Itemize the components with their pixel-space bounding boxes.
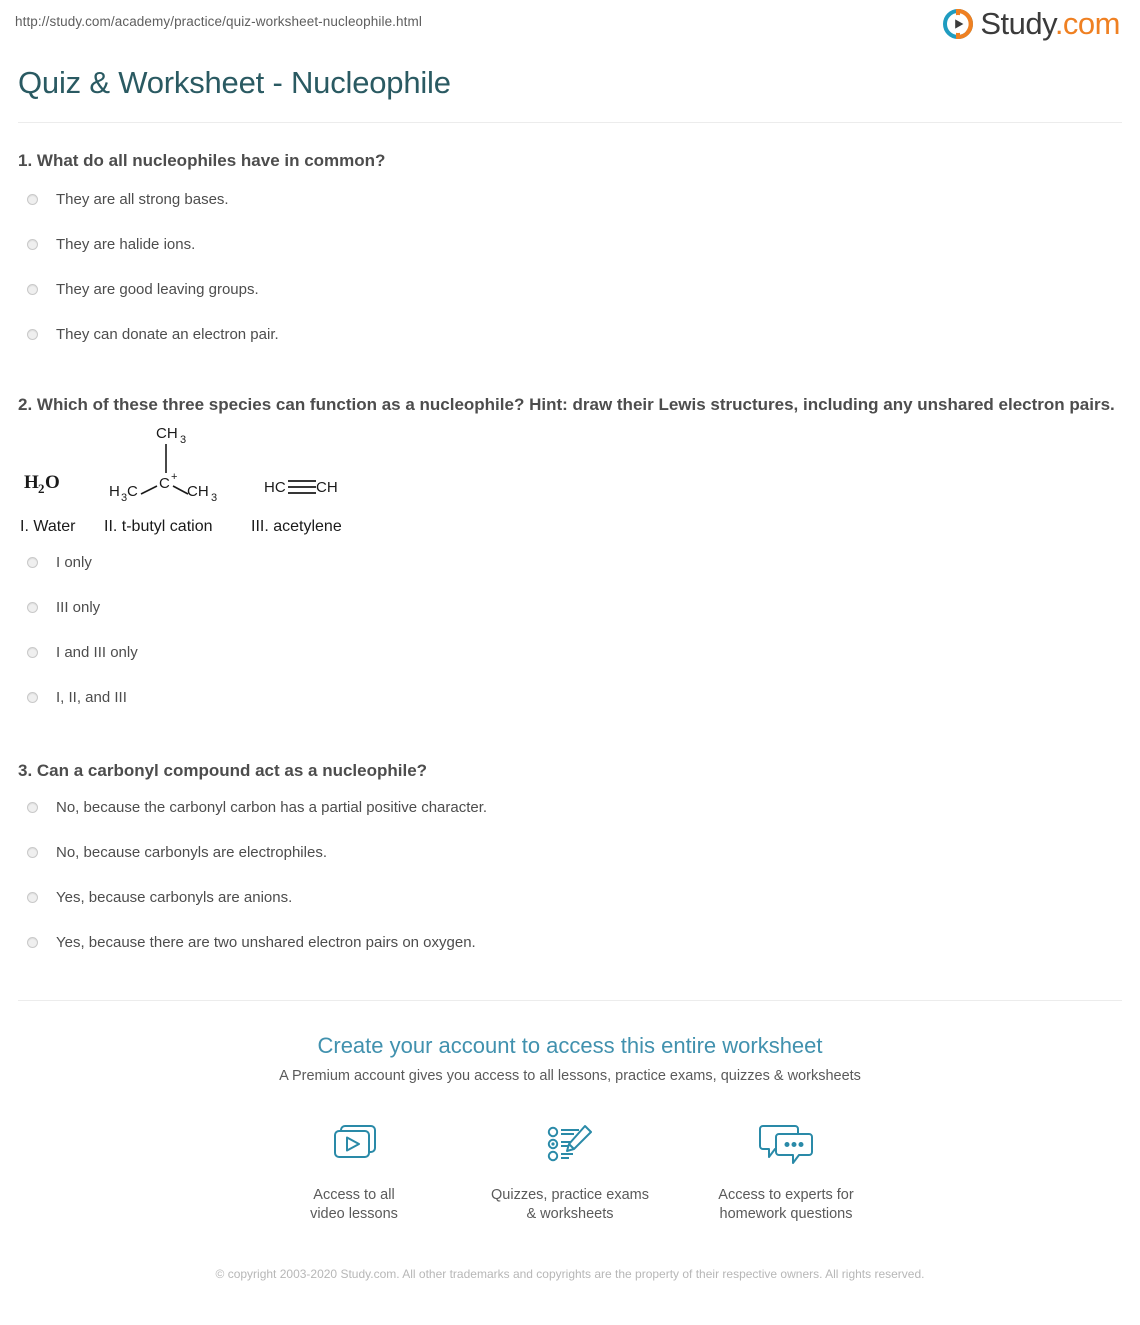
question-1-options [18,190,1122,349]
option-row[interactable] [18,280,1122,304]
option-label: Yes, because carbonyls are anions. [56,888,293,906]
tbutyl-center-c: C [159,475,170,493]
question-3-text: 3. Can a carbonyl compound act as a nucleophile? [18,761,428,781]
chat-bubbles-icon [678,1118,894,1174]
option-label: No, because carbonyls are electrophiles. [56,843,327,861]
acetylene-left-label: HC [264,479,286,497]
question-2-text: 2. Which of these three species can function as a nucleophile? Hint: draw their Lewis structures, including any unshared electron pairs. [18,395,1115,415]
feature-experts [678,1118,894,1225]
radio-button-icon[interactable] [27,284,38,295]
option-label: They can donate an electron pair. [56,326,279,344]
page-header [0,0,1140,56]
feature-label [462,1186,678,1225]
logo-wordmark [980,8,1120,39]
tbutyl-left-h: H [109,483,120,501]
option-row[interactable] [18,325,1122,349]
question-3-options [18,798,1122,957]
acetylene-triple-bond [288,481,316,493]
upsell-cta [0,1032,1140,1284]
option-row[interactable] [18,888,1122,912]
option-label: I and III only [56,644,138,662]
radio-button-icon[interactable] [27,892,38,903]
species-1-formula-o: O [45,472,60,494]
option-label: They are good leaving groups. [56,281,259,299]
question-2-answers [18,553,1122,712]
species-1-caption: I. Water [20,518,76,536]
feature-label-line1: Access to all [313,1187,395,1204]
feature-label-line2: homework questions [719,1206,853,1223]
feature-label-line2: & worksheets [526,1206,614,1223]
tbutyl-top-ch: CH [156,425,178,443]
tbutyl-right-sub: 3 [211,492,218,505]
option-label: They are all strong bases. [56,191,229,209]
radio-button-icon[interactable] [27,194,38,205]
page-title: Quiz & Worksheet - Nucleophile [18,65,451,100]
species-2-structure [109,425,217,504]
option-row[interactable] [18,798,1122,822]
option-row[interactable] [18,190,1122,214]
radio-button-icon[interactable] [27,557,38,568]
tbutyl-bond-right [173,486,188,494]
species-3-structure [264,479,338,496]
radio-button-icon[interactable] [27,847,38,858]
species-1-formula: H [24,472,39,494]
option-row[interactable] [18,688,1122,712]
species-3-caption: III. acetylene [251,518,342,536]
tbutyl-bond-left [141,486,157,494]
logo-word-study: Study [980,6,1055,41]
radio-button-icon[interactable] [27,239,38,250]
lewis-structures-svg [16,418,396,538]
quiz-pencil-icon [462,1118,678,1174]
logo-word-dotcom: .com [1054,6,1120,41]
radio-button-icon[interactable] [27,937,38,948]
option-label: III only [56,599,101,617]
option-row[interactable] [18,598,1122,622]
feature-list [0,1118,1140,1225]
option-label: No, because the carbonyl carbon has a partial positive character. [56,798,488,816]
feature-label [678,1186,894,1225]
radio-button-icon[interactable] [27,329,38,340]
option-row[interactable] [18,843,1122,867]
option-label: Yes, because there are two unshared electron pairs on oxygen. [56,933,476,951]
feature-label [246,1186,462,1225]
question-2-options [18,553,1122,712]
study-com-logo[interactable] [943,8,1120,39]
option-row[interactable] [18,235,1122,259]
tbutyl-left-sub: 3 [121,492,128,505]
feature-quizzes [462,1118,678,1225]
option-label: I, II, and III [56,689,127,707]
radio-button-icon[interactable] [27,692,38,703]
question-2 [18,393,1122,418]
url-text: http://study.com/academy/practice/quiz-worksheet-nucleophile.html [15,14,422,29]
footer-divider [18,1000,1122,1001]
option-label: They are halide ions. [56,236,196,254]
feature-label-line1: Quizzes, practice exams [491,1187,649,1204]
option-row[interactable] [18,933,1122,957]
option-row[interactable] [18,643,1122,667]
feature-video-lessons [246,1118,462,1225]
tbutyl-top-sub: 3 [180,434,187,447]
feature-label-line2: video lessons [310,1206,398,1223]
radio-button-icon[interactable] [27,647,38,658]
species-2-caption: II. t-butyl cation [104,518,213,536]
species-1-formula-sub: 2 [38,481,45,497]
question-1 [18,149,1122,350]
option-row[interactable] [18,553,1122,577]
play-circle-icon [943,9,973,39]
tbutyl-plus-charge: + [171,471,178,484]
lewis-structures-figure [16,418,1140,543]
question-1-text: 1. What do all nucleophiles have in common? [18,150,386,170]
radio-button-icon[interactable] [27,802,38,813]
feature-label-line1: Access to experts for [718,1187,854,1204]
cta-title[interactable]: Create your account to access this entire worksheet [317,1032,823,1058]
option-label: I only [56,554,92,572]
tbutyl-left-c: C [127,483,138,501]
radio-button-icon[interactable] [27,602,38,613]
title-divider [18,122,1122,123]
acetylene-right-label: CH [316,479,338,497]
cta-subtitle: A Premium account gives you access to all lessons, practice exams, quizzes & worksheets [279,1068,861,1085]
video-lessons-icon [246,1118,462,1174]
question-3 [18,759,1122,957]
copyright-text: © copyright 2003-2020 Study.com. All other trademarks and copyrights are the property of their respective owners. All rights reserved. [215,1266,925,1281]
tbutyl-right-ch: CH [187,483,209,501]
